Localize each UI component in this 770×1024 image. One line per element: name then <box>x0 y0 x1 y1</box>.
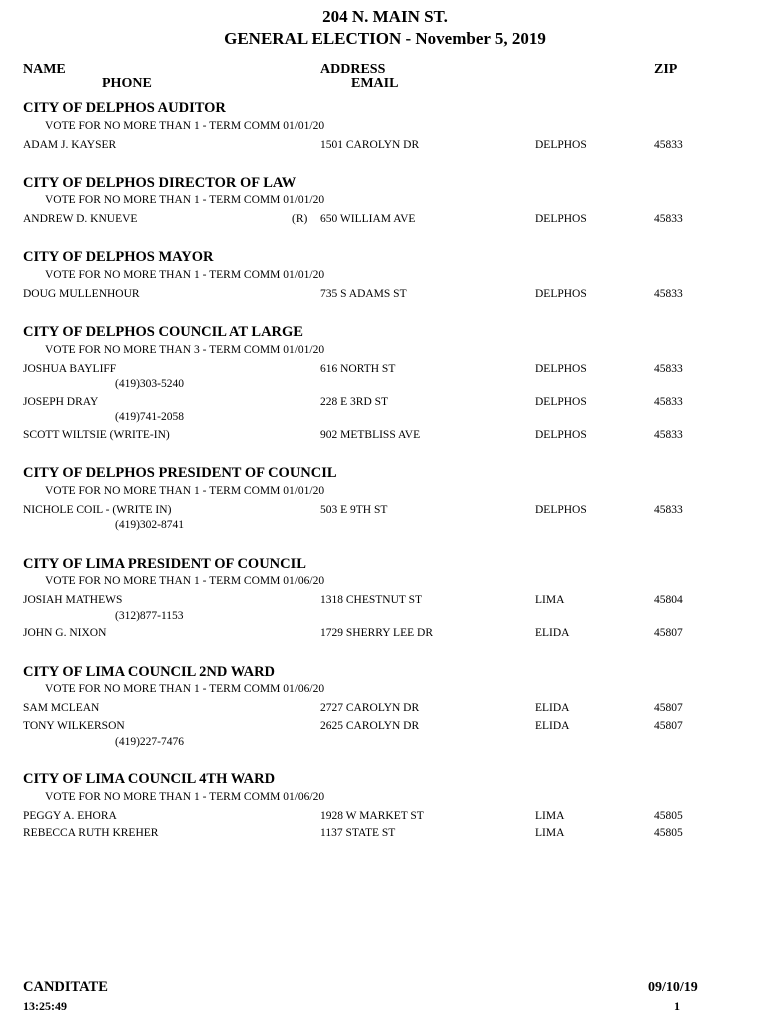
candidate-name: ADAM J. KAYSER <box>23 139 117 151</box>
candidate-phone: (419)227-7476 <box>115 736 184 748</box>
candidate-name: JOSIAH MATHEWS <box>23 594 123 606</box>
report-name: CANDITATE <box>23 979 108 995</box>
candidate-name: TONY WILKERSON <box>23 720 125 732</box>
candidate-city: ELIDA <box>535 702 570 714</box>
page-number: 1 <box>674 999 680 1013</box>
candidate-name: JOSEPH DRAY <box>23 396 99 408</box>
candidate-city: DELPHOS <box>535 429 587 441</box>
candidate-zip: 45833 <box>654 139 683 151</box>
candidate-zip: 45804 <box>654 594 683 606</box>
column-header-phone: PHONE <box>102 76 152 91</box>
report-title: 204 N. MAIN ST. <box>322 7 448 26</box>
candidate-address: 735 S ADAMS ST <box>320 288 407 300</box>
candidate-address: 228 E 3RD ST <box>320 396 389 408</box>
candidate-address: 1928 W MARKET ST <box>320 810 424 822</box>
office-title: CITY OF LIMA COUNCIL 2ND WARD <box>23 664 276 680</box>
vote-rule: VOTE FOR NO MORE THAN 1 - TERM COMM 01/01/20 <box>45 269 325 281</box>
vote-rule: VOTE FOR NO MORE THAN 1 - TERM COMM 01/06/20 <box>45 683 325 695</box>
candidate-address: 616 NORTH ST <box>320 363 396 375</box>
candidate-address: 650 WILLIAM AVE <box>320 213 416 225</box>
candidate-name: NICHOLE COIL - (WRITE IN) <box>23 504 172 516</box>
report-subtitle: GENERAL ELECTION - November 5, 2019 <box>224 29 546 48</box>
candidate-city: DELPHOS <box>535 288 587 300</box>
candidate-name: JOSHUA BAYLIFF <box>23 363 117 375</box>
vote-rule: VOTE FOR NO MORE THAN 1 - TERM COMM 01/01/20 <box>45 194 325 206</box>
vote-rule: VOTE FOR NO MORE THAN 1 - TERM COMM 01/06/20 <box>45 575 325 587</box>
candidate-name: JOHN G. NIXON <box>23 627 107 639</box>
candidate-address: 1318 CHESTNUT ST <box>320 594 423 606</box>
candidate-name: SCOTT WILTSIE (WRITE-IN) <box>23 429 170 441</box>
candidate-city: DELPHOS <box>535 504 587 516</box>
candidate-zip: 45833 <box>654 288 683 300</box>
candidate-zip: 45833 <box>654 363 683 375</box>
candidate-address: 902 METBLISS AVE <box>320 429 421 441</box>
column-header-address: ADDRESS <box>320 62 386 77</box>
candidate-phone: (419)303-5240 <box>115 378 184 390</box>
candidate-city: LIMA <box>535 827 565 839</box>
candidate-name: PEGGY A. EHORA <box>23 810 117 822</box>
candidate-address: 1729 SHERRY LEE DR <box>320 627 433 639</box>
candidate-zip: 45807 <box>654 627 683 639</box>
candidate-phone: (419)302-8741 <box>115 519 184 531</box>
candidate-zip: 45805 <box>654 827 683 839</box>
office-title: CITY OF DELPHOS AUDITOR <box>23 100 226 116</box>
vote-rule: VOTE FOR NO MORE THAN 1 - TERM COMM 01/01/20 <box>45 120 325 132</box>
candidate-city: LIMA <box>535 810 565 822</box>
candidate-party: (R) <box>292 213 308 225</box>
vote-rule: VOTE FOR NO MORE THAN 3 - TERM COMM 01/01/20 <box>45 344 325 356</box>
candidate-city: DELPHOS <box>535 396 587 408</box>
candidate-phone: (419)741-2058 <box>115 411 184 423</box>
column-header-zip: ZIP <box>654 62 678 77</box>
vote-rule: VOTE FOR NO MORE THAN 1 - TERM COMM 01/06/20 <box>45 791 325 803</box>
office-title: CITY OF DELPHOS DIRECTOR OF LAW <box>23 175 297 191</box>
candidate-zip: 45833 <box>654 213 683 225</box>
candidate-address: 503 E 9TH ST <box>320 504 388 516</box>
candidate-city: DELPHOS <box>535 213 587 225</box>
office-title: CITY OF DELPHOS MAYOR <box>23 249 214 265</box>
candidate-name: ANDREW D. KNUEVE <box>23 213 138 225</box>
column-header-name: NAME <box>23 62 66 77</box>
candidate-name: SAM MCLEAN <box>23 702 100 714</box>
candidate-zip: 45833 <box>654 504 683 516</box>
report-date: 09/10/19 <box>648 980 698 995</box>
candidate-zip: 45833 <box>654 396 683 408</box>
candidate-address: 2625 CAROLYN DR <box>320 720 420 732</box>
candidate-zip: 45805 <box>654 810 683 822</box>
candidate-city: LIMA <box>535 594 565 606</box>
candidate-name: REBECCA RUTH KREHER <box>23 827 159 839</box>
candidate-address: 1137 STATE ST <box>320 827 396 839</box>
candidate-phone: (312)877-1153 <box>115 610 184 622</box>
candidate-address: 2727 CAROLYN DR <box>320 702 420 714</box>
candidate-city: ELIDA <box>535 627 570 639</box>
report-time: 13:25:49 <box>23 999 67 1013</box>
office-title: CITY OF LIMA PRESIDENT OF COUNCIL <box>23 556 306 572</box>
candidate-city: DELPHOS <box>535 139 587 151</box>
candidate-zip: 45833 <box>654 429 683 441</box>
office-title: CITY OF DELPHOS PRESIDENT OF COUNCIL <box>23 465 337 481</box>
office-title: CITY OF DELPHOS COUNCIL AT LARGE <box>23 324 303 340</box>
vote-rule: VOTE FOR NO MORE THAN 1 - TERM COMM 01/01/20 <box>45 485 325 497</box>
candidate-address: 1501 CAROLYN DR <box>320 139 420 151</box>
office-title: CITY OF LIMA COUNCIL 4TH WARD <box>23 771 276 787</box>
candidate-city: ELIDA <box>535 720 570 732</box>
candidate-zip: 45807 <box>654 702 683 714</box>
candidate-zip: 45807 <box>654 720 683 732</box>
candidate-name: DOUG MULLENHOUR <box>23 288 140 300</box>
candidate-city: DELPHOS <box>535 363 587 375</box>
column-header-email: EMAIL <box>351 76 399 91</box>
